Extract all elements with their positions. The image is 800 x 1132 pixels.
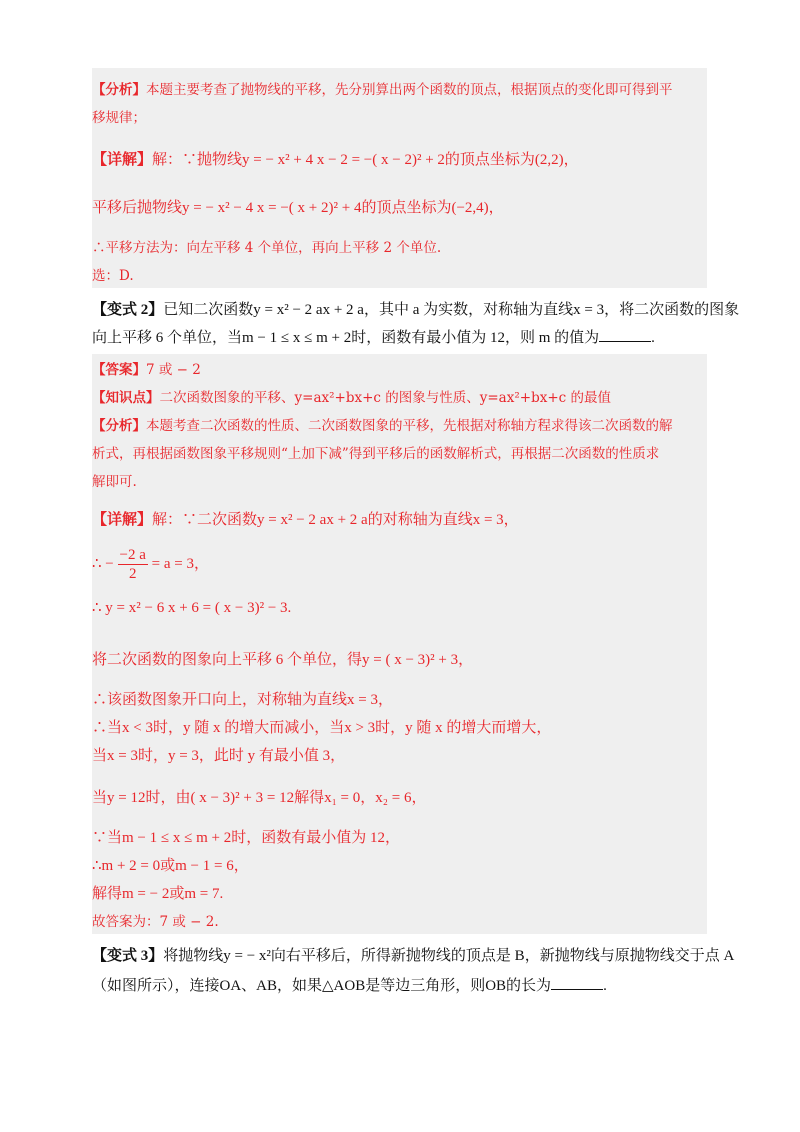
v2-detail-line-12: 故答案为：7 或 − 2. bbox=[92, 914, 219, 930]
detail-line-4: 选：D. bbox=[92, 268, 134, 284]
detail-tag: 【详解】 bbox=[92, 152, 153, 168]
analysis-text: 本题主要考查了抛物线的平移，先分别算出两个函数的顶点，根据顶点的变化即可得到平 bbox=[146, 82, 673, 98]
question-period: . bbox=[651, 330, 655, 346]
variant2-tag: 【变式 2】 bbox=[92, 302, 164, 318]
detail-line-1 bbox=[92, 150, 707, 170]
analysis-line-2: 移规律； bbox=[92, 110, 146, 126]
v2-detail-line-11: 解得m = − 2或m = 7. bbox=[92, 886, 224, 902]
v2-analysis-line-3: 解即可. bbox=[92, 474, 137, 490]
v2-detail-line-1 bbox=[92, 510, 707, 530]
v2-analysis-tag: 【分析】 bbox=[92, 418, 146, 434]
v2-analysis-text: 本题考查二次函数的性质、二次函数图象的平移，先根据对称轴方程求得该二次函数的解 bbox=[146, 418, 673, 434]
v2-detail-line-7: 当x = 3时，y = 3，此时 y 有最小值 3， bbox=[92, 748, 346, 764]
detail-text: 解：∵抛物线y = − x² + 4 x − 2 = −( x − 2)² + 2的顶点坐标为(2,2)， bbox=[152, 152, 579, 168]
fraction-suffix: = a = 3， bbox=[151, 556, 209, 572]
v2-detail-line-3: ∴ y = x² − 6 x + 6 = ( x − 3)² − 3. bbox=[92, 600, 292, 616]
v2-detail-tag: 【详解】 bbox=[92, 512, 153, 528]
variant3-question-text-2: （如图所示），连接OA、AB，如果△AOB是等边三角形，则OB的长为 bbox=[92, 978, 552, 994]
v2-analysis-line-1 bbox=[92, 416, 707, 436]
knowledge-point-tag: 【知识点】 bbox=[92, 390, 160, 406]
analysis-tag: 【分析】 bbox=[92, 82, 146, 98]
variant2-question-line-2 bbox=[92, 328, 707, 348]
fraction-denominator: 2 bbox=[128, 566, 137, 583]
answer-line bbox=[92, 360, 707, 380]
variant2-question-text-2: 向上平移 6 个单位，当m − 1 ≤ x ≤ m + 2时，函数有最小值为 12，则 m 的值为 bbox=[92, 330, 600, 346]
analysis-line-1 bbox=[92, 80, 707, 100]
v2-detail-line-4: 将二次函数的图象向上平移 6 个单位，得y = ( x − 3)² + 3， bbox=[92, 652, 474, 668]
v2-detail-line-2 bbox=[92, 544, 707, 584]
v2-detail-text: 解：∵二次函数y = x² − 2 ax + 2 a的对称轴为直线x = 3， bbox=[152, 512, 519, 528]
knowledge-point-line bbox=[92, 388, 707, 408]
v2-detail-line-5: ∴该函数图象开口向上，对称轴为直线x = 3， bbox=[92, 692, 393, 708]
answer-value: 7 或 − 2 bbox=[146, 362, 201, 378]
v2-detail-line-9: ∵当m − 1 ≤ x ≤ m + 2时，函数有最小值为 12， bbox=[92, 830, 400, 846]
v2-detail-line-8: 当y = 12时，由( x − 3)² + 3 = 12解得x₁ = 0，x₂ = 6， bbox=[92, 790, 427, 806]
v2-analysis-line-2: 析式，再根据函数图象平移规则“上加下减”得到平移后的函数解析式，再根据二次函数的性质求 bbox=[92, 446, 660, 462]
answer-blank bbox=[599, 329, 651, 342]
answer-blank-2 bbox=[551, 977, 603, 990]
fraction-numerator: −2 a bbox=[119, 547, 146, 564]
knowledge-point-text: 二次函数图象的平移、y=ax²+bx+c 的图象与性质、y=ax²+bx+c 的最值 bbox=[159, 390, 611, 406]
variant3-question-line-2 bbox=[92, 976, 707, 996]
v2-detail-line-10: ∴m + 2 = 0或m − 1 = 6， bbox=[92, 858, 249, 874]
detail-line-2: 平移后抛物线y = − x² − 4 x = −( x + 2)² + 4的顶点坐标为(−2,4)， bbox=[92, 200, 504, 216]
fraction-prefix: ∴ − bbox=[92, 556, 114, 572]
fraction bbox=[118, 546, 148, 583]
detail-line-3: ∴平移方法为：向左平移 4 个单位，再向上平移 2 个单位. bbox=[92, 240, 442, 256]
variant3-tag: 【变式 3】 bbox=[92, 948, 164, 964]
answer-tag: 【答案】 bbox=[92, 362, 146, 378]
variant2-question-text: 已知二次函数y = x² − 2 ax + 2 a，其中 a 为实数，对称轴为直线x = 3，将二次函数的图象 bbox=[163, 302, 740, 318]
variant3-question-line-1 bbox=[92, 946, 735, 966]
variant3-question-text: 将抛物线y = − x²向右平移后，所得新抛物线的顶点是 B，新抛物线与原抛物线交于点 A bbox=[163, 948, 735, 964]
question-period-2: . bbox=[603, 978, 607, 994]
v2-detail-line-6: ∴当x < 3时，y 随 x 的增大而减小，当x > 3时，y 随 x 的增大而增大， bbox=[92, 720, 552, 736]
variant2-question-line-1 bbox=[92, 300, 740, 320]
